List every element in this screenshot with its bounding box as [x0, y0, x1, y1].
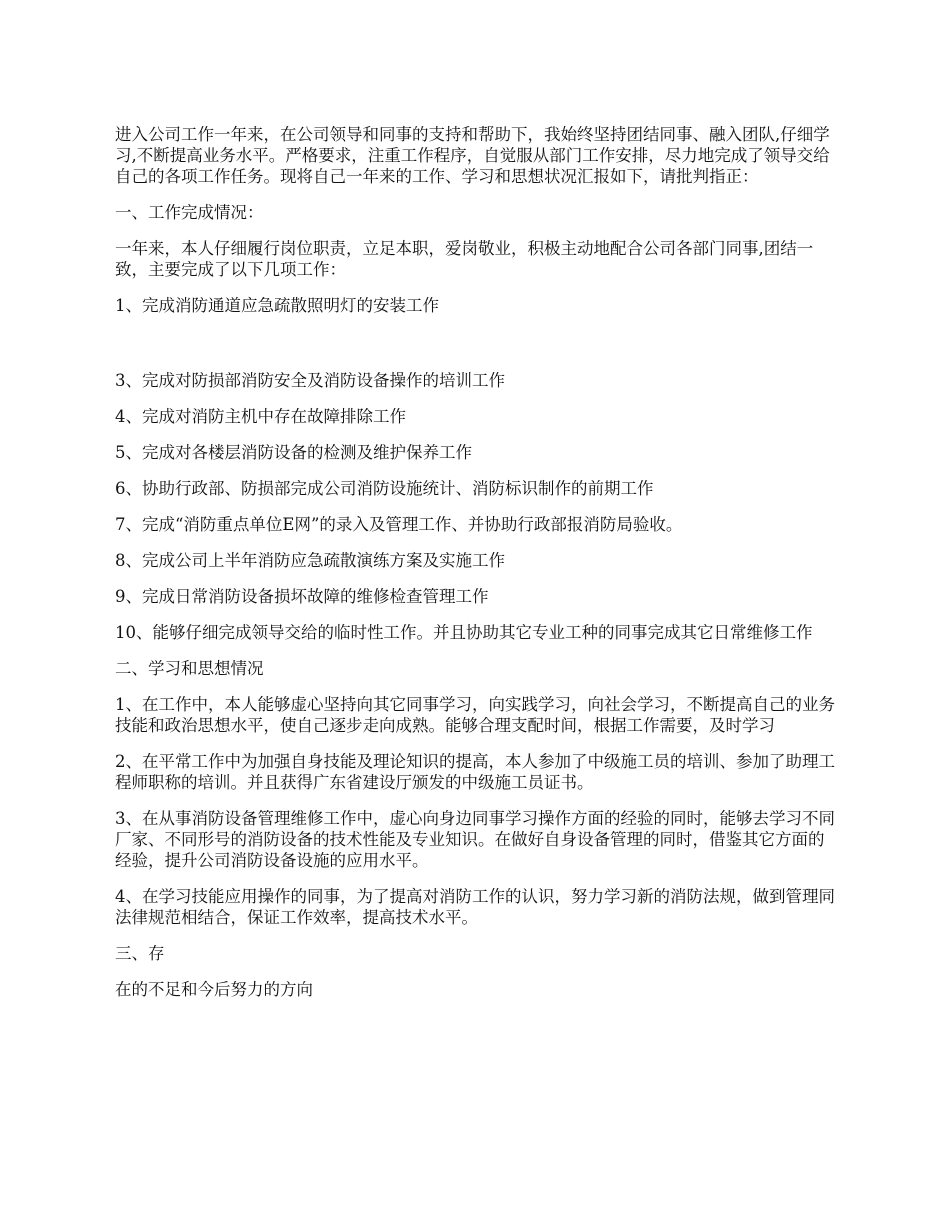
- work-item-3: 3、完成对防损部消防安全及消防设备操作的培训工作: [115, 371, 505, 390]
- work-item-4: 4、完成对消防主机中存在故障排除工作: [115, 407, 406, 426]
- work-item-1: 1、完成消防通道应急疏散照明灯的安装工作: [115, 296, 439, 315]
- work-item-6: 6、协助行政部、防损部完成公司消防设施统计、消防标识制作的前期工作: [115, 479, 654, 498]
- section-heading-study: 二、学习和思想情况: [115, 659, 264, 678]
- shortcomings-paragraph: 在的不足和今后努力的方向: [115, 980, 313, 999]
- study-item-3: 3、在从事消防设备管理维修工作中，虚心向身边同事学习操作方面的经验的同时，能够去学习不同厂家、不同形号的消防设备的技术性能及专业知识。在做好自身设备管理的同时，借鉴其它方面的经验，提升公司消防设备设施的应用水平。: [115, 809, 835, 870]
- document-body: [115, 124, 835, 1015]
- work-item-5: 5、完成对各楼层消防设备的检测及维护保养工作: [115, 443, 472, 462]
- intro-paragraph: 进入公司工作一年来，在公司领导和同事的支持和帮助下，我始终坚持团结同事、融入团队,仔细学习,不断提高业务水平。严格要求，注重工作程序，自觉服从部门工作安排，尽力地完成了领导交给自己的各项工作任务。现将自己一年来的工作、学习和思想状况汇报如下，请批判指正：: [115, 125, 830, 186]
- work-summary-paragraph: 一年来，本人仔细履行岗位职责，立足本职，爱岗敬业，积极主动地配合公司各部门同事,团结一致，主要完成了以下几项工作：: [115, 239, 814, 279]
- section-heading-work: 一、工作完成情况：: [115, 203, 264, 222]
- study-item-2: 2、在平常工作中为加强自身技能及理论知识的提高，本人参加了中级施工员的培训、参加了助理工程师职称的培训。并且获得广东省建设厅颁发的中级施工员证书。: [115, 752, 835, 792]
- work-item-7: 7、完成“消防重点单位E网”的录入及管理工作、并协助行政部报消防局验收。: [115, 515, 683, 534]
- section-heading-shortcomings: 三、存: [115, 944, 165, 963]
- work-item-9: 9、完成日常消防设备损坏故障的维修检查管理工作: [115, 587, 489, 606]
- work-item-8: 8、完成公司上半年消防应急疏散演练方案及实施工作: [115, 551, 505, 570]
- study-item-4: 4、在学习技能应用操作的同事，为了提高对消防工作的认识，努力学习新的消防法规，做到管理同法律规范相结合，保证工作效率，提高技术水平。: [115, 887, 835, 927]
- work-item-10: 10、能够仔细完成领导交给的临时性工作。并且协助其它专业工种的同事完成其它日常维修工作: [115, 623, 813, 642]
- blank-gap: [115, 331, 835, 370]
- study-item-1: 1、在工作中，本人能够虚心坚持向其它同事学习，向实践学习，向社会学习，不断提高自己的业务技能和政治思想水平，使自己逐步走向成熟。能够合理支配时间，根据工作需要，及时学习: [115, 695, 835, 735]
